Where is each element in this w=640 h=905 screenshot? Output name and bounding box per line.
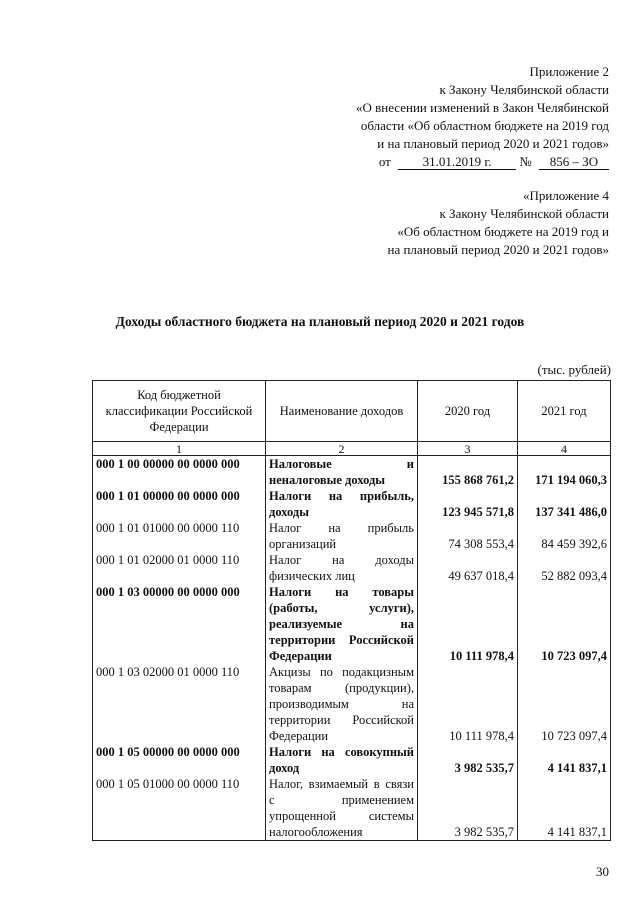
table-row (93, 776, 611, 841)
appendix-4-line: к Закону Челябинской области (439, 206, 609, 221)
table-row (93, 552, 611, 584)
header-2020: 2020 год (418, 381, 518, 442)
row-value-2021: 171 194 060,3 (518, 456, 611, 489)
row-value-2021: 4 141 837,1 (518, 744, 611, 776)
row-value-2020: 10 111 978,4 (418, 664, 518, 744)
row-value-2020: 3 982 535,7 (418, 744, 518, 776)
row-name: Налоговые и неналоговые доходы (266, 456, 418, 489)
header-2021: 2021 год (518, 381, 611, 442)
page-title: Доходы областного бюджета на плановый период 2020 и 2021 годов (115, 314, 525, 329)
appendix-4-line: «Об областном бюджете на 2019 год и (397, 224, 609, 239)
row-code: 000 1 05 00000 00 0000 000 (93, 744, 266, 776)
law-date-line (356, 153, 609, 171)
row-name: Налог на прибыль организаций (266, 520, 418, 552)
column-number: 1 (93, 442, 266, 456)
appendix-2-line: к Закону Челябинской области (439, 82, 609, 97)
page-number: 30 (596, 864, 609, 879)
row-name: Налоги на товары (работы, услуги), реализуемые на территории Российской Федерации (266, 584, 418, 664)
row-name: Налоги на совокупный доход (266, 744, 418, 776)
row-name: Акцизы по подакцизным товарам (продукции), производимым на территории Российской Федерации (266, 664, 418, 744)
appendix-4-header (388, 187, 610, 259)
appendix-2-line: области «Об областном бюджете на 2019 год (360, 118, 609, 133)
row-name: Налоги на прибыль, доходы (266, 488, 418, 520)
row-value-2020: 155 868 761,2 (418, 456, 518, 489)
revenue-table (92, 380, 611, 841)
row-code: 000 1 03 02000 01 0000 110 (93, 664, 266, 744)
row-value-2021: 10 723 097,4 (518, 584, 611, 664)
row-name: Налог на доходы физических лиц (266, 552, 418, 584)
row-code: 000 1 03 00000 00 0000 000 (93, 584, 266, 664)
appendix-2-header (356, 63, 609, 171)
table-row (93, 456, 611, 489)
column-number: 3 (418, 442, 518, 456)
row-value-2021: 4 141 837,1 (518, 776, 611, 841)
row-code: 000 1 00 00000 00 0000 000 (93, 456, 266, 489)
table-row (93, 520, 611, 552)
column-number: 2 (266, 442, 418, 456)
row-value-2021: 137 341 486,0 (518, 488, 611, 520)
unit-label: (тыс. рублей) (537, 362, 611, 377)
row-value-2020: 123 945 571,8 (418, 488, 518, 520)
row-value-2021: 10 723 097,4 (518, 664, 611, 744)
row-code: 000 1 01 01000 00 0000 110 (93, 520, 266, 552)
appendix-4-line: на плановый период 2020 и 2021 годов» (387, 242, 609, 257)
row-code: 000 1 01 02000 01 0000 110 (93, 552, 266, 584)
header-code: Код бюджетной классификации Российской Федерации (93, 381, 266, 442)
row-value-2020: 74 308 553,4 (418, 520, 518, 552)
date-prefix: от (378, 154, 391, 169)
table-body (93, 456, 611, 841)
row-value-2020: 49 637 018,4 (418, 552, 518, 584)
law-number: 856 – ЗО (539, 154, 609, 170)
number-prefix: № (519, 154, 532, 169)
column-number: 4 (518, 442, 611, 456)
header-name: Наименование доходов (266, 381, 418, 442)
table-row (93, 664, 611, 744)
row-value-2020: 3 982 535,7 (418, 776, 518, 841)
row-value-2020: 10 111 978,4 (418, 584, 518, 664)
law-date: 31.01.2019 г. (398, 154, 516, 170)
appendix-2-line: Приложение 2 (529, 64, 609, 79)
table-row (93, 744, 611, 776)
appendix-2-line: и на плановый период 2020 и 2021 годов» (377, 136, 609, 151)
table-row (93, 584, 611, 664)
row-value-2021: 84 459 392,6 (518, 520, 611, 552)
row-value-2021: 52 882 093,4 (518, 552, 611, 584)
table-row (93, 488, 611, 520)
row-code: 000 1 01 00000 00 0000 000 (93, 488, 266, 520)
appendix-4-line: «Приложение 4 (522, 188, 609, 203)
row-name: Налог, взимаемый в связи с применением упрощенной системы налогообложения (266, 776, 418, 841)
appendix-2-line: «О внесении изменений в Закон Челябинской (355, 100, 609, 115)
row-code: 000 1 05 01000 00 0000 110 (93, 776, 266, 841)
